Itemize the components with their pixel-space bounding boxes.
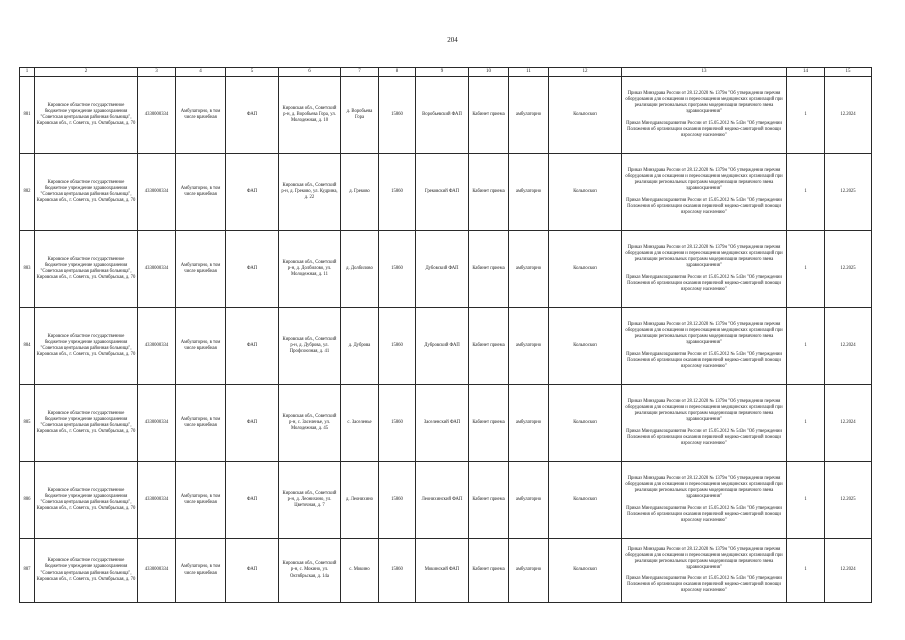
locality-cell: с. Мокино <box>341 539 379 603</box>
address-cell: Кировская обл., Советский р-н, с. Мокино, ул. Октябрьская, д. 14а <box>279 539 341 603</box>
care-mode-cell: амбулаторно <box>509 308 549 385</box>
table-row <box>20 154 872 231</box>
address-cell: Кировская обл., Советский р-н, д. Леонихино, ул. Цветочная, д. 7 <box>279 462 341 539</box>
column-header: 15 <box>825 68 872 77</box>
inn-cell: 4330000334 <box>138 462 176 539</box>
order-1379n: Приказ Минздрава России от 28.12.2020 № 1379н "Об утверждении перечня оборудования для оснащения и переоснащения медицинских организаций при реализации региональных программ модернизации первичного звена здравоохранения" <box>625 476 783 500</box>
column-header: 10 <box>469 68 509 77</box>
legal-basis-cell <box>622 308 787 385</box>
unit-type-cell: ФАП <box>226 231 279 308</box>
room-cell: Кабинет приема <box>469 539 509 603</box>
column-header: 13 <box>622 68 787 77</box>
unit-type-cell: ФАП <box>226 308 279 385</box>
care-mode-cell: амбулаторно <box>509 231 549 308</box>
inn-cell: 4330000334 <box>138 231 176 308</box>
row-number: 882 <box>20 154 35 231</box>
order-1379n: Приказ Минздрава России от 28.12.2020 № 1379н "Об утверждении перечня оборудования для оснащения и переоснащения медицинских организаций при реализации региональных программ модернизации первичного звена здравоохранения" <box>625 546 783 570</box>
code-cell: 15860 <box>379 308 416 385</box>
room-cell: Кабинет приема <box>469 385 509 462</box>
date-cell: 12.2025 <box>825 154 872 231</box>
room-cell: Кабинет приема <box>469 77 509 154</box>
inn-cell: 4330000334 <box>138 539 176 603</box>
order-543n: Приказ Минздравсоцразвития России от 15.05.2012 № 543н "Об утверждении Положения об организации оказания первичной медико-санитарной помощи взрослому населению" <box>626 351 782 369</box>
equipment-cell: Кольпоскоп <box>549 77 622 154</box>
quantity-cell: 1 <box>787 231 825 308</box>
table-row <box>20 539 872 603</box>
address-cell: Кировская обл., Советский р-н, д. Долбилово, ул. Молодежная, д. 11 <box>279 231 341 308</box>
legal-basis-cell <box>622 385 787 462</box>
care-conditions-cell: Амбулаторно, в том числе врачебная <box>176 308 226 385</box>
order-543n: Приказ Минздравсоцразвития России от 15.05.2012 № 543н "Об утверждении Положения об организации оказания первичной медико-санитарной помощи взрослому населению" <box>626 576 782 594</box>
legal-basis-cell <box>622 539 787 603</box>
date-cell: 12.2024 <box>825 77 872 154</box>
care-conditions-cell: Амбулаторно, в том числе врачебная <box>176 154 226 231</box>
date-cell: 12.2024 <box>825 539 872 603</box>
care-mode-cell: амбулаторно <box>509 385 549 462</box>
unit-type-cell: ФАП <box>226 77 279 154</box>
column-header: 12 <box>549 68 622 77</box>
date-cell: 12.2024 <box>825 308 872 385</box>
code-cell: 15860 <box>379 539 416 603</box>
inn-cell: 4330000334 <box>138 308 176 385</box>
table-row <box>20 385 872 462</box>
unit-type-cell: ФАП <box>226 154 279 231</box>
column-header: 4 <box>176 68 226 77</box>
row-number: 883 <box>20 231 35 308</box>
legal-basis-cell <box>622 77 787 154</box>
page-number: 204 <box>447 36 458 44</box>
quantity-cell: 1 <box>787 308 825 385</box>
equipment-cell: Кольпоскоп <box>549 539 622 603</box>
inn-cell: 4330000334 <box>138 77 176 154</box>
quantity-cell: 1 <box>787 154 825 231</box>
locality-cell: д. Долбилово <box>341 231 379 308</box>
order-543n: Приказ Минздравсоцразвития России от 15.05.2012 № 543н "Об утверждении Положения об организации оказания первичной медико-санитарной помощи взрослому населению" <box>626 428 782 446</box>
row-number: 886 <box>20 462 35 539</box>
row-number: 884 <box>20 308 35 385</box>
inn-cell: 4330000334 <box>138 385 176 462</box>
care-conditions-cell: Амбулаторно, в том числе врачебная <box>176 462 226 539</box>
locality-cell: д. Греково <box>341 154 379 231</box>
column-header: 6 <box>279 68 341 77</box>
unit-name-cell: Мокинский ФАП <box>416 539 469 603</box>
order-1379n: Приказ Минздрава России от 28.12.2020 № 1379н "Об утверждении перечня оборудования для оснащения и переоснащения медицинских организаций при реализации региональных программ модернизации первичного звена здравоохранения" <box>625 322 783 346</box>
unit-name-cell: Грековский ФАП <box>416 154 469 231</box>
organization-cell: Кировское областное государственное бюджетное учреждение здравоохранения "Советская центральная районная больница", Кировская обл., г. Советск, ул. Октябрьская, д. 70 <box>35 308 138 385</box>
column-header: 11 <box>509 68 549 77</box>
care-conditions-cell: Амбулаторно, в том числе врачебная <box>176 77 226 154</box>
care-conditions-cell: Амбулаторно, в том числе врачебная <box>176 231 226 308</box>
inn-cell: 4330000334 <box>138 154 176 231</box>
unit-name-cell: Леонихинский ФАП <box>416 462 469 539</box>
unit-type-cell: ФАП <box>226 462 279 539</box>
column-number-row <box>20 68 872 77</box>
table-row <box>20 308 872 385</box>
table-row <box>20 77 872 154</box>
equipment-cell: Кольпоскоп <box>549 308 622 385</box>
date-cell: 12.2024 <box>825 385 872 462</box>
column-header: 7 <box>341 68 379 77</box>
address-cell: Кировская обл., Советский р-н, д. Дуброва, ул. Профсоюзная, д. 41 <box>279 308 341 385</box>
row-number: 887 <box>20 539 35 603</box>
date-cell: 12.2025 <box>825 231 872 308</box>
column-header: 2 <box>35 68 138 77</box>
column-header: 5 <box>226 68 279 77</box>
legal-basis-cell <box>622 154 787 231</box>
column-header: 3 <box>138 68 176 77</box>
column-header: 14 <box>787 68 825 77</box>
equipment-cell: Кольпоскоп <box>549 231 622 308</box>
locality-cell: с. Заселенье <box>341 385 379 462</box>
unit-name-cell: Заселенский ФАП <box>416 385 469 462</box>
column-header: 9 <box>416 68 469 77</box>
order-1379n: Приказ Минздрава России от 28.12.2020 № 1379н "Об утверждении перечня оборудования для оснащения и переоснащения медицинских организаций при реализации региональных программ модернизации первичного звена здравоохранения" <box>625 245 783 269</box>
care-conditions-cell: Амбулаторно, в том числе врачебная <box>176 385 226 462</box>
unit-name-cell: Дубовский ФАП <box>416 231 469 308</box>
row-number: 881 <box>20 77 35 154</box>
locality-cell: д. Леонихино <box>341 462 379 539</box>
column-header: 1 <box>20 68 35 77</box>
equipment-table <box>19 67 872 603</box>
legal-basis-cell <box>622 231 787 308</box>
care-mode-cell: амбулаторно <box>509 77 549 154</box>
code-cell: 15860 <box>379 77 416 154</box>
locality-cell: д. Дуброва <box>341 308 379 385</box>
address-cell: Кировская обл., Советский р-н, д. Греково, ул. Кудрина, д. 22 <box>279 154 341 231</box>
quantity-cell: 1 <box>787 462 825 539</box>
organization-cell: Кировское областное государственное бюджетное учреждение здравоохранения "Советская центральная районная больница", Кировская обл., г. Советск, ул. Октябрьская, д. 70 <box>35 77 138 154</box>
unit-name-cell: Дубровский ФАП <box>416 308 469 385</box>
care-conditions-cell: Амбулаторно, в том числе врачебная <box>176 539 226 603</box>
room-cell: Кабинет приема <box>469 462 509 539</box>
equipment-cell: Кольпоскоп <box>549 385 622 462</box>
code-cell: 15860 <box>379 462 416 539</box>
quantity-cell: 1 <box>787 385 825 462</box>
care-mode-cell: амбулаторно <box>509 462 549 539</box>
unit-name-cell: Воробьевский ФАП <box>416 77 469 154</box>
organization-cell: Кировское областное государственное бюджетное учреждение здравоохранения "Советская центральная районная больница", Кировская обл., г. Советск, ул. Октябрьская, д. 70 <box>35 231 138 308</box>
organization-cell: Кировское областное государственное бюджетное учреждение здравоохранения "Советская центральная районная больница", Кировская обл., г. Советск, ул. Октябрьская, д. 70 <box>35 154 138 231</box>
equipment-cell: Кольпоскоп <box>549 154 622 231</box>
code-cell: 15860 <box>379 154 416 231</box>
column-header: 8 <box>379 68 416 77</box>
room-cell: Кабинет приема <box>469 231 509 308</box>
room-cell: Кабинет приема <box>469 308 509 385</box>
organization-cell: Кировское областное государственное бюджетное учреждение здравоохранения "Советская центральная районная больница", Кировская обл., г. Советск, ул. Октябрьская, д. 70 <box>35 462 138 539</box>
address-cell: Кировская обл., Советский р-н, д. Воробьева Гора, ул. Молодежная, д. 10 <box>279 77 341 154</box>
room-cell: Кабинет приема <box>469 154 509 231</box>
order-543n: Приказ Минздравсоцразвития России от 15.05.2012 № 543н "Об утверждении Положения об организации оказания первичной медико-санитарной помощи взрослому населению" <box>626 505 782 523</box>
order-1379n: Приказ Минздрава России от 28.12.2020 № 1379н "Об утверждении перечня оборудования для оснащения и переоснащения медицинских организаций при реализации региональных программ модернизации первичного звена здравоохранения" <box>625 168 783 192</box>
code-cell: 15860 <box>379 385 416 462</box>
equipment-cell: Кольпоскоп <box>549 462 622 539</box>
order-543n: Приказ Минздравсоцразвития России от 15.05.2012 № 543н "Об утверждении Положения об организации оказания первичной медико-санитарной помощи взрослому населению" <box>626 120 782 138</box>
care-mode-cell: амбулаторно <box>509 154 549 231</box>
locality-cell: д. Воробьева Гора <box>341 77 379 154</box>
table-row <box>20 462 872 539</box>
quantity-cell: 1 <box>787 77 825 154</box>
order-543n: Приказ Минздравсоцразвития России от 15.05.2012 № 543н "Об утверждении Положения об организации оказания первичной медико-санитарной помощи взрослому населению" <box>626 274 782 292</box>
legal-basis-cell <box>622 462 787 539</box>
order-1379n: Приказ Минздрава России от 28.12.2020 № 1379н "Об утверждении перечня оборудования для оснащения и переоснащения медицинских организаций при реализации региональных программ модернизации первичного звена здравоохранения" <box>625 91 783 115</box>
row-number: 885 <box>20 385 35 462</box>
order-1379n: Приказ Минздрава России от 28.12.2020 № 1379н "Об утверждении перечня оборудования для оснащения и переоснащения медицинских организаций при реализации региональных программ модернизации первичного звена здравоохранения" <box>625 399 783 423</box>
date-cell: 12.2025 <box>825 462 872 539</box>
code-cell: 15860 <box>379 231 416 308</box>
quantity-cell: 1 <box>787 539 825 603</box>
table-row <box>20 231 872 308</box>
unit-type-cell: ФАП <box>226 539 279 603</box>
address-cell: Кировская обл., Советский р-н, с. Заселенье, ул. Молодежная, д. 45 <box>279 385 341 462</box>
care-mode-cell: амбулаторно <box>509 539 549 603</box>
order-543n: Приказ Минздравсоцразвития России от 15.05.2012 № 543н "Об утверждении Положения об организации оказания первичной медико-санитарной помощи взрослому населению" <box>626 197 782 215</box>
unit-type-cell: ФАП <box>226 385 279 462</box>
organization-cell: Кировское областное государственное бюджетное учреждение здравоохранения "Советская центральная районная больница", Кировская обл., г. Советск, ул. Октябрьская, д. 70 <box>35 385 138 462</box>
organization-cell: Кировское областное государственное бюджетное учреждение здравоохранения "Советская центральная районная больница", Кировская обл., г. Советск, ул. Октябрьская, д. 70 <box>35 539 138 603</box>
